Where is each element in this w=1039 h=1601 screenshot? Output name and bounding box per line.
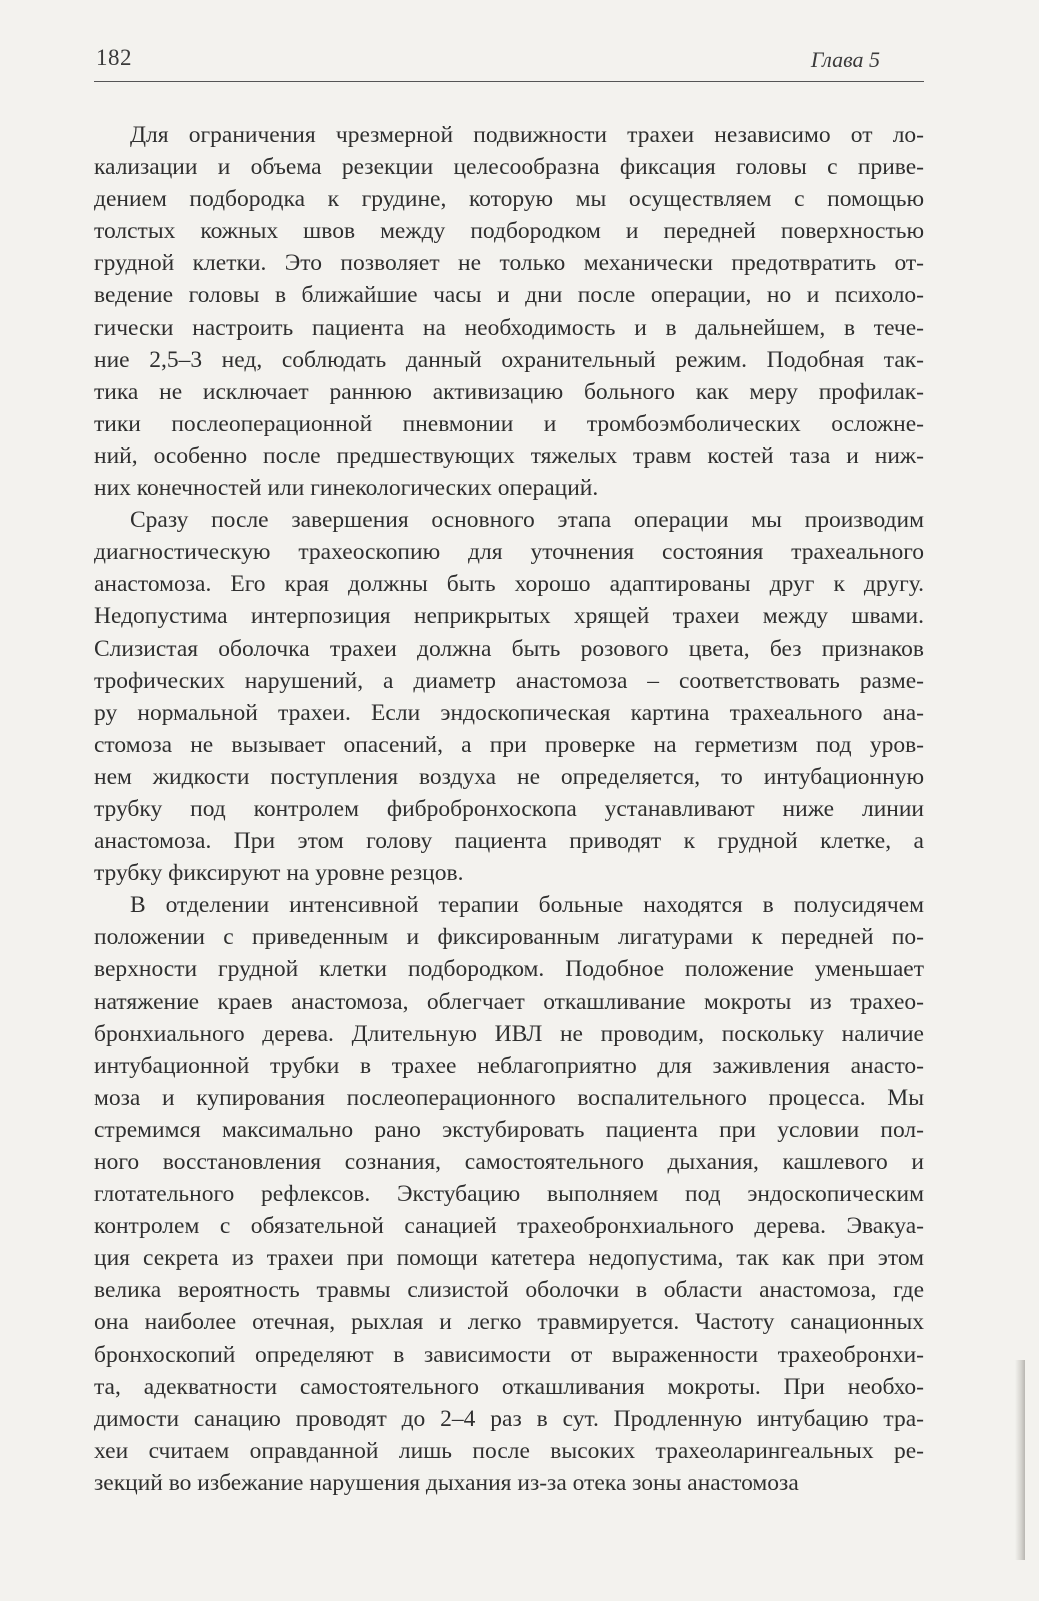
text-line: Сразу после завершения основного этапа операции мы производим [130, 507, 924, 534]
paragraph [94, 889, 924, 1499]
text-line: гически настроить пациента на необходимость и в дальнейшем, в тече- [94, 314, 924, 341]
page-header [94, 43, 924, 82]
text-line: велика вероятность травмы слизистой оболочки в области анастомоза, где [94, 1277, 924, 1304]
text-line: грудной клетки. Это позволяет не только механически предотвратить от- [94, 250, 924, 277]
text-line: стремимся максимально рано экстубировать пациента при условии пол- [94, 1116, 924, 1143]
text-line: анастомоза. При этом голову пациента приводят к грудной клетке, а [94, 828, 924, 855]
text-line: Недопустима интерпозиция неприкрытых хрящей трахеи между швами. [94, 603, 924, 630]
text-line: Для ограничения чрезмерной подвижности трахеи независимо от ло- [130, 122, 924, 148]
text-line: зекций во избежание нарушения дыхания из-за отека зоны анастомоза [94, 1469, 799, 1496]
text-line: интубационной трубки в трахее неблагоприятно для заживления анасто- [94, 1052, 924, 1079]
text-line: бронхоскопий определяют в зависимости от выраженности трахеобронхи- [94, 1341, 924, 1368]
text-line: ведение головы в ближайшие часы и дни после операции, но и психоло- [94, 282, 924, 309]
paragraph [94, 504, 924, 889]
text-line: бронхиального дерева. Длительную ИВЛ не проводим, поскольку наличие [94, 1020, 924, 1047]
text-line: трофических нарушений, а диаметр анастомоза – соответствовать разме- [94, 667, 924, 694]
text-line: димости санацию проводят до 2–4 раз в сут. Продленную интубацию тра- [94, 1405, 924, 1432]
text-line: Слизистая оболочка трахеи должна быть розового цвета, без признаков [94, 635, 924, 662]
paragraph [94, 119, 924, 504]
text-line: них конечностей или гинекологических операций. [94, 475, 599, 502]
text-line: глотательного рефлексов. Экстубацию выполняем под эндоскопическим [94, 1181, 924, 1208]
text-line: ру нормальной трахеи. Если эндоскопическая картина трахеального ана- [94, 699, 924, 726]
text-line: положении с приведенным и фиксированным лигатурами к передней по- [94, 924, 924, 951]
text-line: ние 2,5–3 нед, соблюдать данный охранительный режим. Подобная так- [94, 346, 924, 373]
text-line: моза и купирования послеоперационного воспалительного процесса. Мы [94, 1084, 924, 1111]
text-line: ного восстановления сознания, самостоятельного дыхания, кашлевого и [94, 1149, 924, 1175]
text-line: трубку фиксируют на уровне резцов. [94, 860, 464, 887]
page-edge-shadow [1015, 1360, 1025, 1560]
text-line: В отделении интенсивной терапии больные находятся в полусидячем [130, 892, 924, 919]
text-line: тика не исключает раннюю активизацию больного как меру профилак- [94, 378, 924, 405]
text-line: ция секрета из трахеи при помощи катетера недопустима, так как при этом [94, 1245, 924, 1272]
text-line: трубку под контролем фибробронхоскопа устанавливают ниже линии [94, 795, 924, 822]
text-line: толстых кожных швов между подбородком и передней поверхностью [94, 218, 924, 245]
text-line: хеи считаем оправданной лишь после высоких трахеоларингеальных ре- [94, 1437, 924, 1464]
text-line: тики послеоперационной пневмонии и тромбоэмболических осложне- [94, 410, 924, 437]
body-text [94, 119, 924, 1499]
page-number: 182 [96, 45, 132, 70]
text-line: диагностическую трахеоскопию для уточнения состояния трахеального [94, 539, 924, 566]
text-line: анастомоза. Его края должны быть хорошо адаптированы друг к другу. [94, 571, 924, 598]
text-line: кализации и объема резекции целесообразна фиксация головы с приве- [94, 154, 924, 181]
text-line: нем жидкости поступления воздуха не определяется, то интубационную [94, 763, 924, 790]
text-line: та, адекватности самостоятельного откашливания мокроты. При необхо- [94, 1373, 924, 1400]
text-line: контролем с обязательной санацией трахеобронхиального дерева. Эвакуа- [94, 1213, 924, 1240]
text-line: стомоза не вызывает опасений, а при проверке на герметизм под уров- [94, 731, 924, 758]
text-line: она наиболее отечная, рыхлая и легко травмируется. Частоту санационных [94, 1309, 924, 1336]
text-line: дением подбородка к грудине, которую мы осуществляем с помощью [94, 186, 924, 213]
text-line: ний, особенно после предшествующих тяжелых травм костей таза и ниж- [94, 442, 924, 469]
text-line: верхности грудной клетки подбородком. Подобное положение уменьшает [94, 956, 924, 983]
text-line: натяжение краев анастомоза, облегчает откашливание мокроты из трахео- [94, 988, 924, 1015]
chapter-running-head: Глава 5 [810, 47, 880, 72]
